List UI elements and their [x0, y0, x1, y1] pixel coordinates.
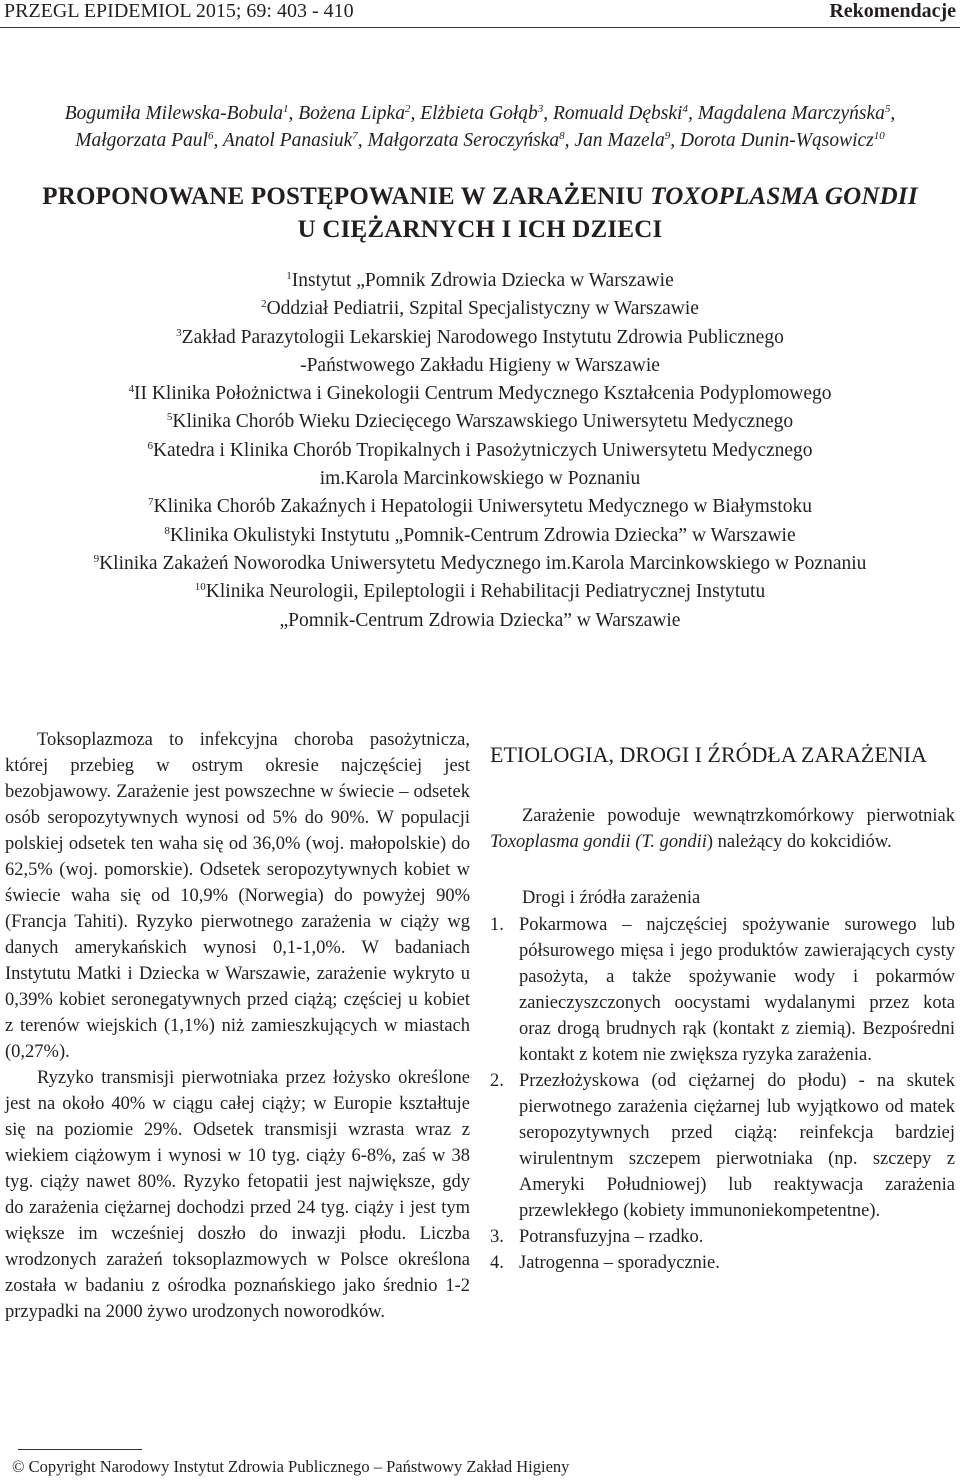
affiliation-list [0, 267, 960, 635]
author-name: Magdalena Marczyńska [697, 103, 885, 124]
author-separator: , [288, 103, 299, 124]
author-separator: , [410, 103, 421, 124]
author-separator: , [564, 130, 575, 151]
affiliation-number: 10 [194, 581, 206, 594]
list-item-number: 1. [490, 915, 504, 935]
author-name: Elżbieta Gołąb [420, 103, 538, 124]
list-item [490, 912, 955, 1068]
author [75, 130, 223, 151]
author [298, 103, 420, 124]
affiliation-number: 2 [261, 298, 267, 311]
affiliation-text: Klinika Neurologii, Epileptologii i Rehabilitacji Pediatrycznej Instytutu [205, 581, 766, 603]
author-affiliation-number: 2 [404, 103, 411, 115]
intro-text-end: ) należący do kokcidiów. [706, 832, 892, 852]
transmission-routes-list [490, 912, 955, 1276]
author-affiliation-number: 4 [682, 103, 688, 115]
affiliation-text: im.Karola Marcinkowskiego w Poznaniu [319, 468, 641, 490]
subheading: Drogi i źródła zarażenia [522, 888, 701, 908]
article-title [0, 180, 960, 246]
author-name: Jan Mazela [574, 130, 665, 151]
affiliation-number: 1 [286, 270, 292, 282]
author [574, 130, 680, 151]
journal-citation: PRZEGL EPIDEMIOL 2015; 69: 403 - 410 [4, 0, 354, 22]
author-separator: , [670, 130, 681, 151]
title-line-1-text: PROPONOWANE POSTĘPOWANIE W ZARAŻENIU [42, 183, 651, 210]
intro-text: Zarażenie powoduje wewnątrzkomórkowy pierwotniak [522, 806, 955, 826]
author-affiliation-number: 7 [352, 130, 358, 142]
affiliation-text: Zakład Parazytologii Lekarskiej Narodowego Instytutu Zdrowia Publicznego [181, 326, 784, 348]
intro-paragraph [490, 803, 955, 855]
author [680, 130, 885, 151]
list-item-number: 4. [490, 1253, 504, 1273]
footer-rule [18, 1449, 142, 1450]
intro-species: Toxoplasma gondii (T. gondii [490, 832, 707, 852]
affiliation-number: 6 [147, 439, 153, 452]
affiliation-line [0, 380, 960, 408]
author [223, 130, 368, 151]
body-paragraph: Toksoplazmoza to infekcyjna choroba pasożytnicza, której przebieg w ostrym okresie najczęściej jest bezobjawowy. Zarażenie jest powszechne w świecie – odsetek osób seropozytywnych wynosi od 5% do 90%. W populacji polskiej odsetek ten waha się od 36,0% (woj. małopolskie) do 62,5% (woj. pomorskie). Odsetek seropozytywnych kobiet w świecie waha się od 10,9% (Norwegia) do powyżej 90% (Francja Tahiti). Ryzyko pierwotnego zarażenia w ciąży wg danych amerykańskich wynosi 0,1-1,0%. W badaniach Instytutu Matki i Dziecka w Warszawie, zarażenie wykryto u 0,39% kobiet seronegatywnych przed ciążą; częściej u kobiet z terenów wiejskich (1,1%) niż zamieszkujących w miastach (0,27%). [5, 730, 470, 1062]
list-item-text: Potransfuzyjna – rzadko. [519, 1227, 704, 1247]
list-item-text: Pokarmowa – najczęściej spożywanie surowego lub półsurowego mięsa i jego produktów zawierających cysty pasożyta, a także spożywanie wody i pokarmów zanieczyszczonych oocystami wydalanymi przez kota oraz drogą brudnych rąk (kontakt z ziemią). Bezpośredni kontakt z kotem nie zwiększa ryzyka zarażenia. [519, 915, 955, 1065]
body-paragraph: Ryzyko transmisji pierwotniaka przez łożysko określone jest na około 40% w ciągu całej ciąży; w Europie kształtuje się na poziomie 29%. Odsetek transmisji wzrasta wraz z wiekiem ciążowym i wynosi w 10 tyg. ciąży 6-8%, zaś w 38 tyg. ciąży nawet 80%. Ryzyko fetopatii jest największe, gdy do zarażenia ciężarnej dochodzi przed 24 tyg. ciąży i jest tym większe im wcześniej doszło do inwazji płodu. Liczba wrodzonych zarażeń toksoplazmowych w Polsce określona została w badaniu z ośrodka poznańskiego jako średnio 1-2 przypadki na 2000 żywo urodzonych noworodków. [5, 1068, 470, 1322]
author-name: Bożena Lipka [298, 103, 405, 124]
author-affiliation-number: 10 [873, 130, 885, 142]
header-rule [0, 27, 960, 28]
author-name: Bogumiła Milewska-Bobula [64, 103, 283, 124]
affiliation-text: Klinika Okulistyki Instytutu „Pomnik-Centrum Zdrowia Dziecka” w Warszawie [169, 524, 796, 546]
list-item-number: 2. [490, 1071, 504, 1091]
affiliation-text: Klinika Zakażeń Noworodka Uniwersytetu Medycznego im.Karola Marcinkowskiego w Poznaniu [99, 552, 867, 574]
affiliation-line [0, 352, 960, 380]
author-affiliation-number: 5 [884, 103, 891, 115]
right-column [490, 740, 955, 1276]
affiliation-number: 5 [166, 411, 173, 424]
affiliation-line [0, 324, 960, 352]
author-separator: , [543, 103, 553, 124]
running-header [4, 0, 956, 24]
list-item [490, 1250, 955, 1276]
affiliation-text: Instytut „Pomnik Zdrowia Dziecka w Warszawie [291, 270, 674, 291]
author-affiliation-number: 8 [559, 130, 565, 142]
author-name: Małgorzata Seroczyńska [367, 130, 560, 151]
list-item [490, 1224, 955, 1250]
affiliation-line [0, 550, 960, 578]
affiliation-line [0, 493, 960, 521]
author-name: Anatol Panasiuk [222, 130, 353, 151]
affiliation-number: 9 [93, 552, 100, 565]
author [65, 103, 299, 124]
author-separator: , [357, 130, 368, 151]
section-heading: ETIOLOGIA, DROGI I ŹRÓDŁA ZARAŻENIA [490, 742, 927, 767]
affiliation-number: 7 [147, 496, 154, 509]
author-affiliation-number: 9 [664, 130, 671, 142]
left-column [5, 727, 470, 1325]
affiliation-line [0, 437, 960, 465]
author-affiliation-number: 1 [283, 103, 289, 115]
affiliation-number: 8 [164, 524, 170, 537]
affiliation-text: -Państwowego Zakładu Higieny w Warszawie [300, 354, 660, 376]
affiliation-text: Klinika Chorób Zakaźnych i Hepatologii Uniwersytetu Medycznego w Białymstoku [153, 496, 813, 518]
title-species-name: TOXOPLASMA GONDII [650, 183, 918, 210]
affiliation-line [0, 295, 960, 323]
affiliation-line [0, 267, 960, 295]
list-item-text: Przezłożyskowa (od ciężarnej do płodu) - na skutek pierwotnego zarażenia ciężarnej lub wyjątkowo od matek seropozytywnych przed ciążą: reinfekcja bardziej wirulentnym szczepem pierwotniaka (np. szczepy z Ameryki Południowej) lub reaktywacja zarażenia przewlekłego (kobiety immunoniekompetentne). [519, 1071, 955, 1221]
author [553, 103, 698, 124]
author-affiliation-number: 6 [207, 130, 214, 142]
affiliation-line [0, 522, 960, 550]
author-list [10, 100, 950, 154]
affiliation-line [0, 408, 960, 436]
author-separator: , [213, 130, 223, 151]
author [698, 103, 896, 124]
author-name: Romuald Dębski [553, 103, 683, 124]
author [420, 103, 553, 124]
section-label: Rekomendacje [829, 0, 956, 22]
affiliation-line [0, 465, 960, 493]
affiliation-text: Oddział Pediatrii, Szpital Specjalistyczny w Warszawie [266, 298, 699, 320]
author-separator: , [890, 103, 896, 124]
list-item [490, 1068, 955, 1224]
list-item-number: 3. [490, 1227, 504, 1247]
affiliation-text: II Klinika Położnictwa i Ginekologii Centrum Medycznego Kształcenia Podyplomowego [133, 383, 832, 405]
author-affiliation-number: 3 [537, 103, 544, 115]
affiliation-number: 4 [128, 383, 134, 396]
affiliation-line [0, 578, 960, 606]
affiliation-text: „Pomnik-Centrum Zdrowia Dziecka” w Warszawie [279, 609, 681, 631]
title-line-1 [0, 180, 960, 213]
copyright-notice: © Copyright Narodowy Instytut Zdrowia Publicznego – Państwowy Zakład Higieny [12, 1457, 570, 1476]
affiliation-text: Katedra i Klinika Chorób Tropikalnych i Pasożytniczych Uniwersytetu Medycznego [152, 439, 813, 461]
affiliation-line [0, 607, 960, 635]
affiliation-text: Klinika Chorób Wieku Dziecięcego Warszawskiego Uniwersytetu Medycznego [172, 411, 794, 433]
list-item-text: Jatrogenna – sporadycznie. [519, 1253, 720, 1273]
affiliation-number: 3 [176, 326, 182, 339]
author-name: Dorota Dunin-Wąsowicz [680, 130, 874, 151]
title-line-2: U CIĘŻARNYCH I ICH DZIECI [297, 216, 663, 243]
author-separator: , [687, 103, 698, 124]
author-name: Małgorzata Paul [75, 130, 208, 151]
author [368, 130, 575, 151]
